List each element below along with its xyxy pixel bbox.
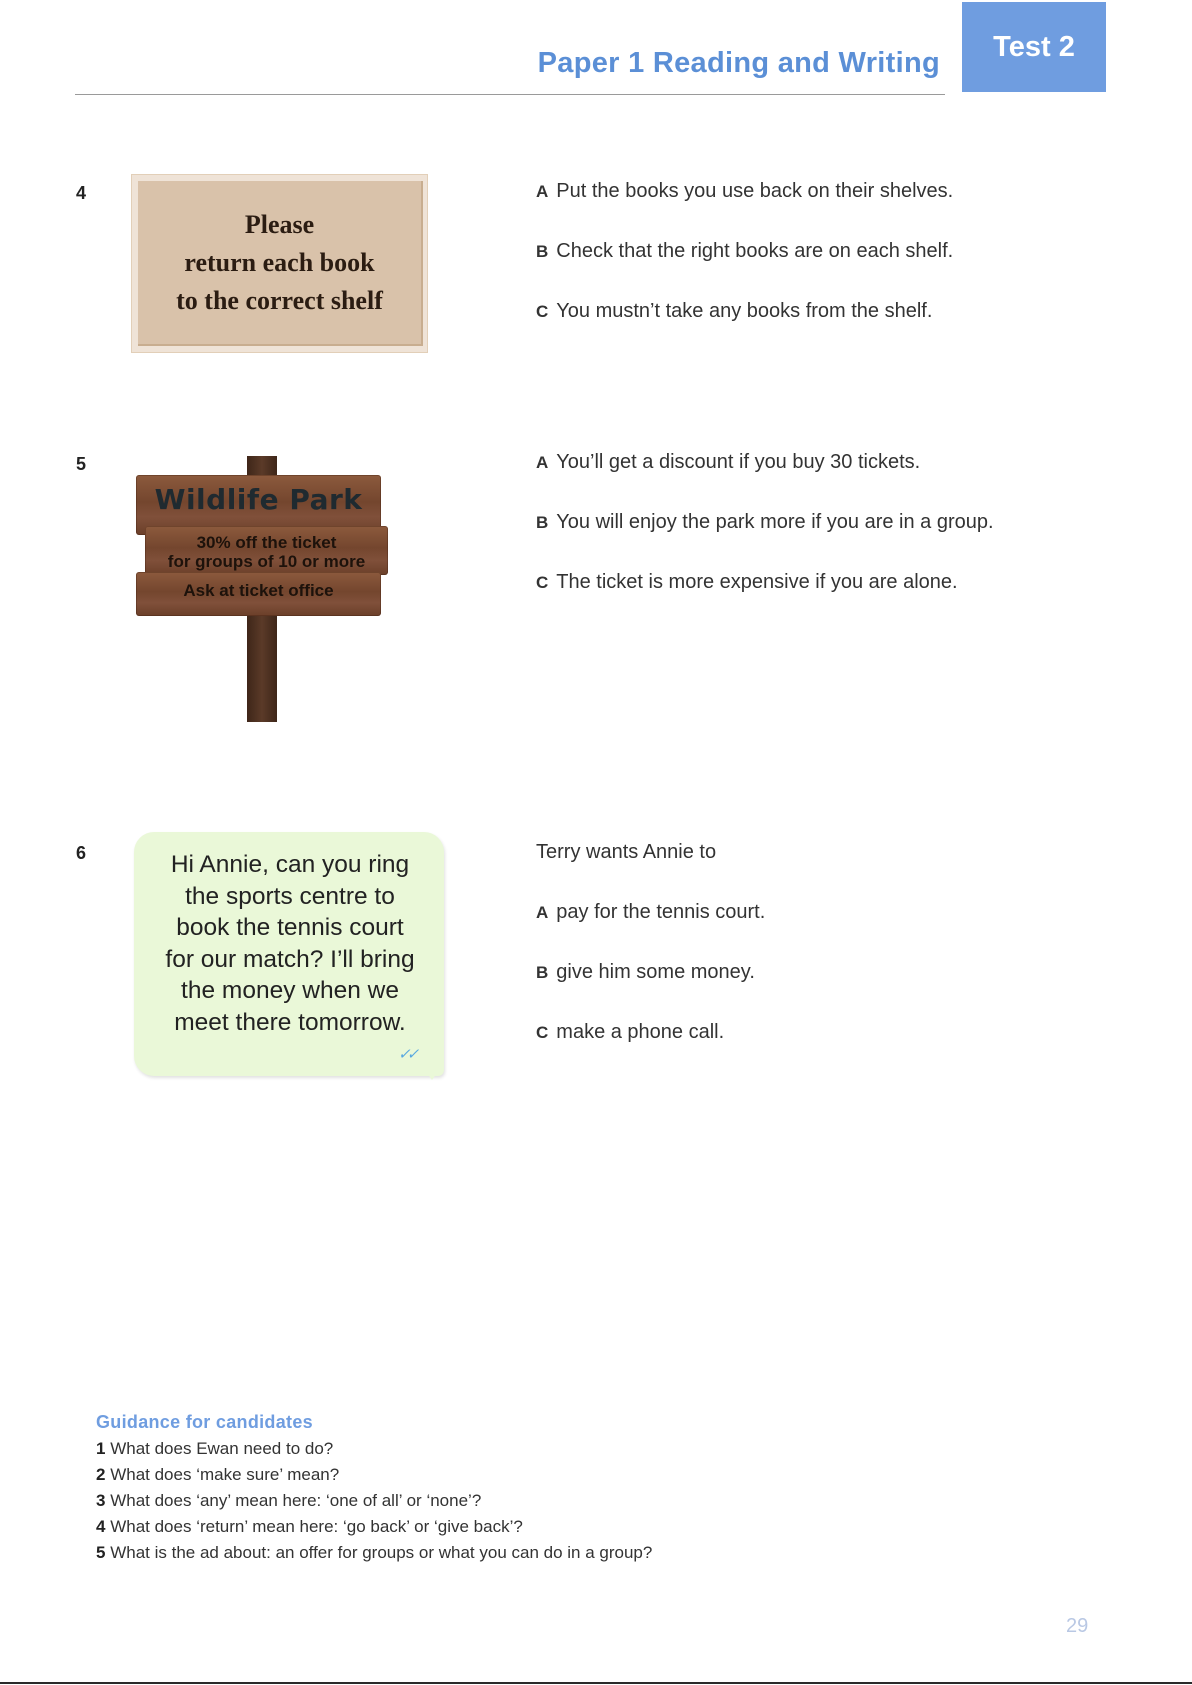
message-line: meet there tomorrow. xyxy=(174,1008,406,1036)
guidance-item-text: What does ‘any’ mean here: ‘one of all’ or ‘none’? xyxy=(110,1491,482,1510)
option-letter: C xyxy=(536,1023,549,1042)
message-line: for our match? I’ll bring xyxy=(165,945,415,973)
guidance-item-text: What does Ewan need to do? xyxy=(110,1439,334,1458)
sign-line: for groups of 10 or more xyxy=(167,552,366,571)
option-letter: C xyxy=(536,302,549,321)
guidance-item-number: 2 xyxy=(96,1465,106,1484)
q5-option-a[interactable] xyxy=(536,451,920,474)
option-letter: B xyxy=(536,242,549,261)
q6-stem: Terry wants Annie to xyxy=(536,841,717,863)
guidance-item xyxy=(96,1517,523,1537)
option-text: Check that the right books are on each shelf. xyxy=(556,240,954,262)
guidance-item-text: What does ‘return’ mean here: ‘go back’ or ‘give back’? xyxy=(110,1517,523,1536)
option-letter: A xyxy=(536,453,549,472)
bottom-edge-line xyxy=(0,1682,1192,1684)
message-text xyxy=(140,849,440,1038)
q4-option-a[interactable] xyxy=(536,180,953,203)
library-notice xyxy=(138,181,423,346)
q6-option-a[interactable] xyxy=(536,901,765,924)
guidance-item xyxy=(96,1543,652,1563)
q5-option-b[interactable] xyxy=(536,511,994,534)
option-letter: A xyxy=(536,903,549,922)
message-line: the sports centre to xyxy=(185,882,395,910)
question-number-4: 4 xyxy=(76,183,87,203)
q5-option-c[interactable] xyxy=(536,571,958,594)
guidance-title: Guidance for candidates xyxy=(96,1412,313,1432)
read-receipt-icon: ✓✓ xyxy=(398,1046,416,1063)
option-text: You will enjoy the park more if you are in a group. xyxy=(556,511,994,533)
option-letter: B xyxy=(536,963,549,982)
option-text: make a phone call. xyxy=(556,1021,725,1043)
option-text: The ticket is more expensive if you are alone. xyxy=(556,571,958,593)
notice-line: Please xyxy=(244,209,315,239)
message-line: book the tennis court xyxy=(176,914,404,941)
option-letter: A xyxy=(536,182,549,201)
message-line: the money when we xyxy=(181,977,399,1004)
question-number-6: 6 xyxy=(76,843,87,863)
option-text: pay for the tennis court. xyxy=(556,901,766,923)
sign-line: Ask at ticket office xyxy=(183,581,334,600)
q6-option-c[interactable] xyxy=(536,1021,724,1044)
option-letter: B xyxy=(536,513,549,532)
message-bubble-tail xyxy=(422,1066,442,1080)
guidance-item-text: What is the ad about: an offer for groups or what you can do in a group? xyxy=(110,1543,653,1562)
guidance-item-number: 4 xyxy=(96,1517,106,1536)
option-text: give him some money. xyxy=(556,961,755,983)
q6-option-b[interactable] xyxy=(536,961,755,984)
test-tab: Test 2 xyxy=(962,2,1106,92)
notice-line: return each book xyxy=(184,247,375,277)
guidance-item xyxy=(96,1439,333,1459)
option-letter: C xyxy=(536,573,549,592)
guidance-item-number: 3 xyxy=(96,1491,106,1510)
guidance-item xyxy=(96,1465,339,1485)
message-line: Hi Annie, can you ring xyxy=(170,851,410,878)
option-text: You mustn’t take any books from the shelf. xyxy=(556,300,933,322)
q4-option-c[interactable] xyxy=(536,300,932,323)
option-text: Put the books you use back on their shelves. xyxy=(556,180,954,202)
guidance-item xyxy=(96,1491,481,1511)
page-header-title: Paper 1 Reading and Writing xyxy=(537,47,940,79)
guidance-item-number: 1 xyxy=(96,1439,106,1458)
guidance-item-number: 5 xyxy=(96,1543,106,1562)
guidance-item-text: What does ‘make sure’ mean? xyxy=(110,1465,340,1484)
sign-title: Wildlife Park xyxy=(154,483,363,516)
header-divider xyxy=(75,94,945,95)
notice-line: to the correct shelf xyxy=(176,285,383,315)
page-number: 29 xyxy=(1066,1615,1089,1637)
q4-option-b[interactable] xyxy=(536,240,953,263)
sign-line: 30% off the ticket xyxy=(196,533,337,552)
question-number-5: 5 xyxy=(76,454,87,474)
option-text: You’ll get a discount if you buy 30 tickets. xyxy=(556,451,921,473)
